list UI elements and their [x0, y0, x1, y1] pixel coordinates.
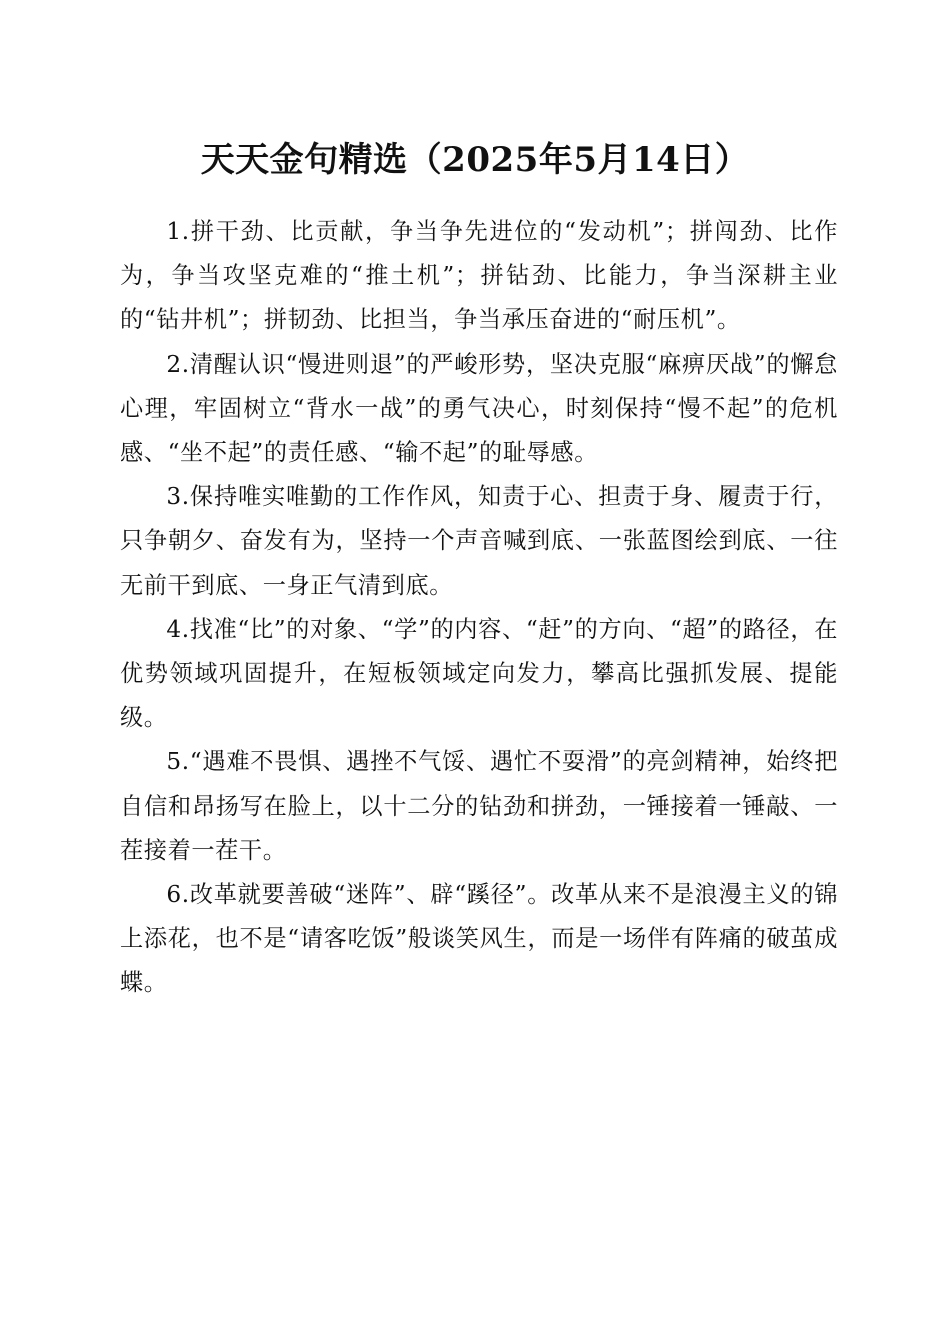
page-title: 天天金句精选（2025年5月14日）: [200, 140, 750, 180]
paragraph-3: 3.保持唯实唯勤的工作作风，知责于心、担责于身、履责于行，只争朝夕、奋发有为，坚持一个声音喊到底、一张蓝图绘到底、一往无前干到底、一身正气清到底。: [120, 483, 838, 599]
paragraph-6: 6.改革就要善破“迷阵”、辟“蹊径”。改革从来不是浪漫主义的锦上添花，也不是“请客吃饭”般谈笑风生，而是一场伴有阵痛的破茧成蝶。: [120, 881, 838, 997]
paragraph-4: 4.找准“比”的对象、“学”的内容、“赶”的方向、“超”的路径，在优势领域巩固提升，在短板领域定向发力，攀高比强抓发展、提能级。: [120, 615, 838, 732]
document-body: [120, 210, 838, 1006]
paragraph-1: 1.拼干劲、比贡献，争当争先进位的“发动机”；拼闯劲、比作为，争当攻坚克难的“推土机”；拼钻劲、比能力，争当深耕主业的“钻井机”；拼韧劲、比担当，争当承压奋进的“耐压机”。: [120, 218, 838, 334]
paragraph-2: 2.清醒认识“慢进则退”的严峻形势，坚决克服“麻痹厌战”的懈怠心理，牢固树立“背水一战”的勇气决心，时刻保持“慢不起”的危机感、“坐不起”的责任感、“输不起”的耻辱感。: [120, 350, 838, 467]
paragraph-5: 5.“遇难不畏惧、遇挫不气馁、遇忙不耍滑”的亮剑精神，始终把自信和昂扬写在脸上，以十二分的钻劲和拼劲，一锤接着一锤敲、一茬接着一茬干。: [120, 748, 838, 864]
